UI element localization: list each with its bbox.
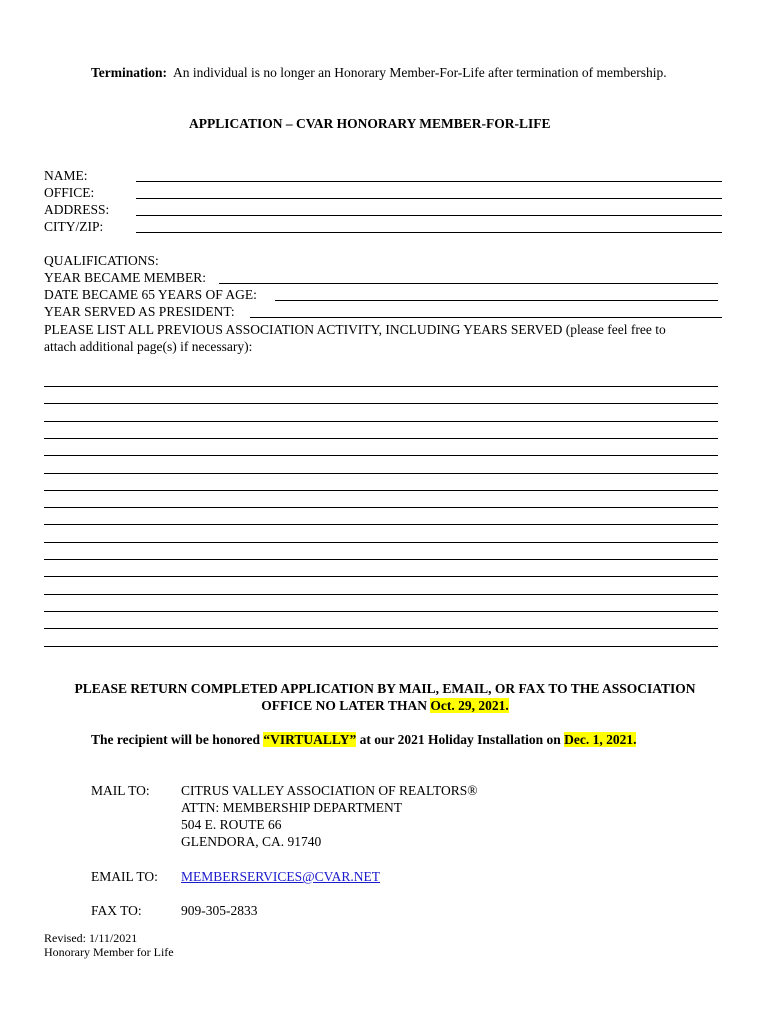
- activity-answer-line[interactable]: [44, 646, 718, 647]
- deadline-date: Oct. 29, 2021.: [430, 698, 509, 713]
- activity-instructions-line1: PLEASE LIST ALL PREVIOUS ASSOCIATION ACTIVITY, INCLUDING YEARS SERVED (please feel free to: [44, 322, 666, 337]
- honor-middle: at our 2021 Holiday Installation on: [356, 732, 565, 747]
- name-label: NAME:: [44, 168, 88, 183]
- activity-answer-line[interactable]: [44, 421, 718, 422]
- activity-answer-line[interactable]: [44, 576, 718, 577]
- date-65-label: DATE BECAME 65 YEARS OF AGE:: [44, 287, 257, 302]
- date-65-line[interactable]: [275, 300, 718, 301]
- termination-text: An individual is no longer an Honorary Member-For-Life after termination of membership.: [173, 65, 667, 80]
- return-notice-line1: PLEASE RETURN COMPLETED APPLICATION BY MAIL, EMAIL, OR FAX TO THE ASSOCIATION: [74, 681, 696, 696]
- email-to-label: EMAIL TO:: [91, 869, 158, 884]
- email-link[interactable]: MEMBERSERVICES@CVAR.NET: [181, 869, 381, 884]
- year-president-label: YEAR SERVED AS PRESIDENT:: [44, 304, 235, 319]
- honor-date: Dec. 1, 2021.: [564, 732, 637, 747]
- name-line[interactable]: [136, 181, 722, 182]
- address-label: ADDRESS:: [44, 202, 110, 217]
- honor-virtual: “VIRTUALLY”: [263, 732, 357, 747]
- year-member-label: YEAR BECAME MEMBER:: [44, 270, 207, 285]
- activity-answer-line[interactable]: [44, 507, 718, 508]
- cityzip-line[interactable]: [136, 232, 722, 233]
- activity-answer-line[interactable]: [44, 628, 718, 629]
- activity-answer-line[interactable]: [44, 386, 718, 387]
- mail-address-line-1: CITRUS VALLEY ASSOCIATION OF REALTORS®: [181, 783, 478, 798]
- office-label: OFFICE:: [44, 185, 95, 200]
- activity-answer-line[interactable]: [44, 542, 718, 543]
- cityzip-label: CITY/ZIP:: [44, 219, 104, 234]
- document-name: Honorary Member for Life: [44, 945, 174, 959]
- mail-address-line-4: GLENDORA, CA. 91740: [181, 834, 322, 849]
- revised-date: Revised: 1/11/2021: [44, 931, 138, 945]
- activity-answer-line[interactable]: [44, 559, 718, 560]
- honor-notice: [91, 731, 636, 748]
- termination-note: [91, 64, 667, 81]
- activity-answer-line[interactable]: [44, 594, 718, 595]
- activity-answer-line[interactable]: [44, 403, 718, 404]
- activity-answer-line[interactable]: [44, 490, 718, 491]
- mail-address-line-2: ATTN: MEMBERSHIP DEPARTMENT: [181, 800, 402, 815]
- activity-instructions-line2: attach additional page(s) if necessary):: [44, 339, 253, 354]
- honor-prefix: The recipient will be honored: [91, 732, 264, 747]
- office-line[interactable]: [136, 198, 722, 199]
- year-member-line[interactable]: [219, 283, 718, 284]
- mail-address-line-3: 504 E. ROUTE 66: [181, 817, 282, 832]
- fax-to-label: FAX TO:: [91, 903, 142, 918]
- activity-answer-line[interactable]: [44, 524, 718, 525]
- mail-to-label: MAIL TO:: [91, 783, 150, 798]
- page-title: APPLICATION – CVAR HONORARY MEMBER-FOR-LIFE: [189, 116, 551, 131]
- termination-label: Termination:: [91, 65, 168, 80]
- activity-answer-line[interactable]: [44, 455, 718, 456]
- activity-answer-line[interactable]: [44, 611, 718, 612]
- return-notice-prefix: OFFICE NO LATER THAN: [261, 698, 431, 713]
- qualifications-heading: QUALIFICATIONS:: [44, 253, 159, 268]
- return-notice-line2: [0, 697, 770, 714]
- address-line[interactable]: [136, 215, 722, 216]
- activity-answer-line[interactable]: [44, 473, 718, 474]
- fax-number: 909-305-2833: [181, 903, 258, 918]
- activity-answer-line[interactable]: [44, 438, 718, 439]
- year-president-line[interactable]: [250, 317, 722, 318]
